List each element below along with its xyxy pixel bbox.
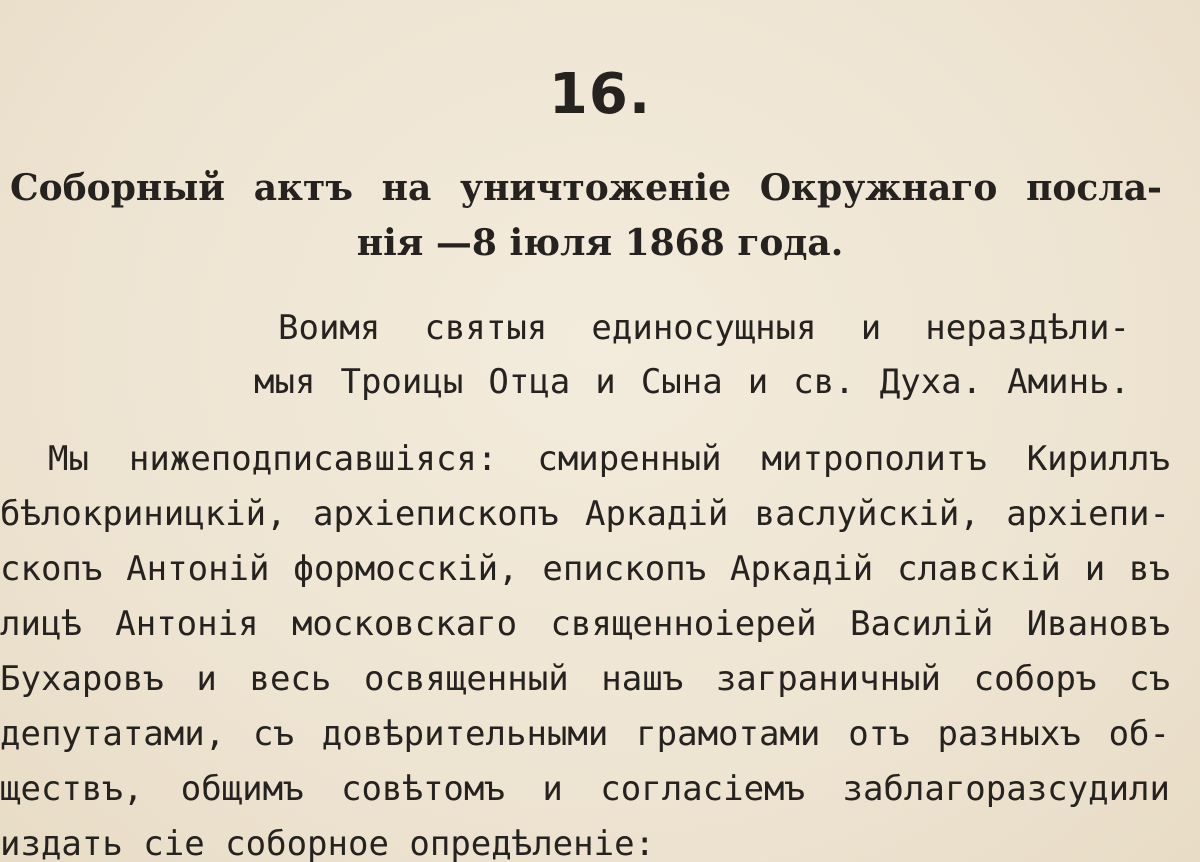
body-line-8: издать сіе соборное опредѣленіе: <box>0 824 656 862</box>
body-line-7: ществъ, общимъ совѣтомъ и согласіемъ заблагоразсудили <box>0 769 1170 809</box>
body-line-1: Мы нижеподписавшіяся: смиренный митрополитъ Кириллъ <box>48 439 1170 479</box>
section-number: 16. <box>548 62 652 127</box>
body-line-5: Бухаровъ и весь освященный нашъ заграничный соборъ съ <box>0 659 1170 699</box>
body-line-2: бѣлокриницкій, архіепископъ Аркадій васлуйскій, архіепи- <box>0 494 1170 534</box>
body-line-3: скопъ Антоній формосскій, епископъ Аркадій славскій и въ <box>0 549 1170 589</box>
document-title-line-2: нія —8 іюля 1868 года. <box>356 222 844 264</box>
body-line-4: лицѣ Антонія московскаго священноіерей Василій Ивановъ <box>0 604 1170 644</box>
body-line-6: депутатами, съ довѣрительными грамотами отъ разныхъ об- <box>0 714 1170 754</box>
document-title-line-1: Соборный актъ на уничтоженіе Окружнаго посла- <box>10 167 1162 209</box>
invocation-line-1: Воимя святыя единосущныя и нераздѣли- <box>278 308 1130 348</box>
invocation-line-2: мыя Троицы Отца и Сына и св. Духа. Аминь. <box>254 362 1130 402</box>
